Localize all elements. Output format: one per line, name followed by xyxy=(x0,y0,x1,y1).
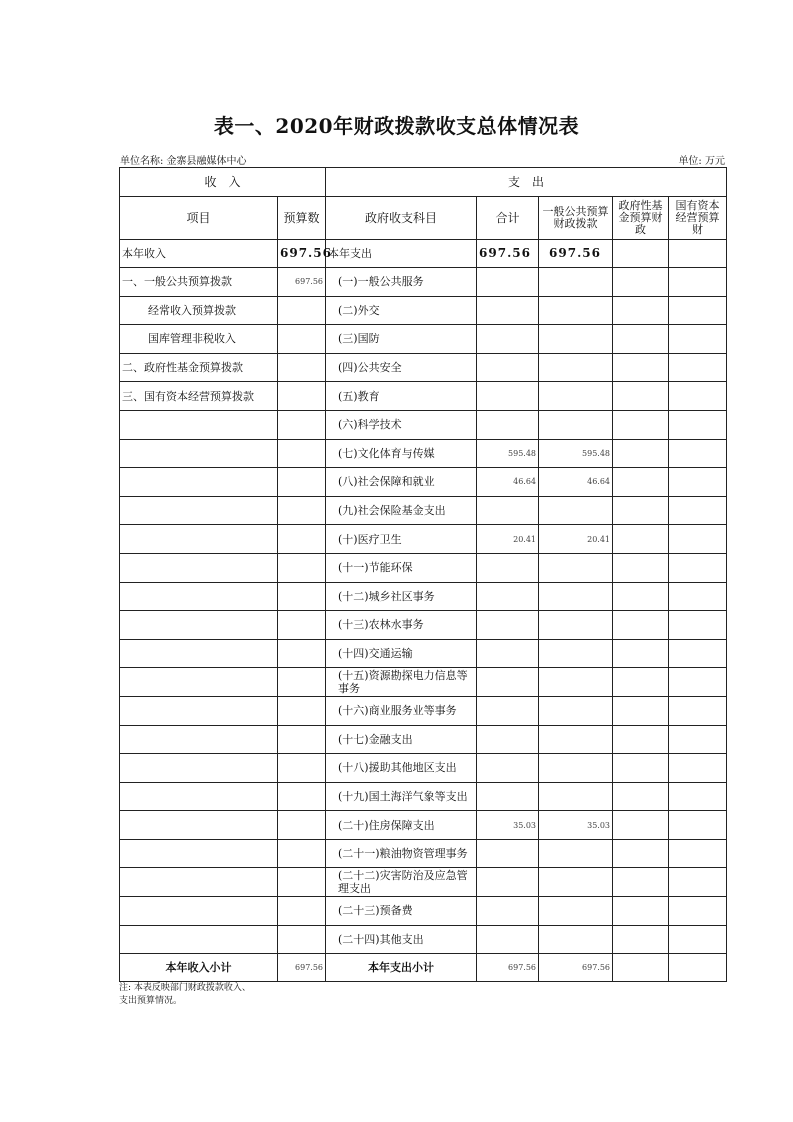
income-budget xyxy=(278,925,326,954)
expense-subject: (十)医疗卫生 xyxy=(326,525,477,554)
income-item xyxy=(120,839,278,868)
table-row xyxy=(120,353,727,382)
expense-subject: (二十三)预备费 xyxy=(326,897,477,926)
expense-total: 20.41 xyxy=(477,525,539,554)
item-header: 项目 xyxy=(120,197,278,240)
summary-total: 697.56 xyxy=(477,240,539,268)
expense-total xyxy=(477,353,539,382)
expense-total xyxy=(477,897,539,926)
income-budget xyxy=(278,496,326,525)
expense-gov-fund xyxy=(613,410,669,439)
expense-subject: (十六)商业服务业等事务 xyxy=(326,696,477,725)
expense-general xyxy=(539,296,613,325)
summary-gov-fund xyxy=(613,240,669,268)
expense-subject: (十九)国土海洋气象等支出 xyxy=(326,782,477,811)
income-budget xyxy=(278,468,326,497)
note xyxy=(119,982,251,1008)
expense-total xyxy=(477,496,539,525)
income-item xyxy=(120,868,278,897)
summary-general: 697.56 xyxy=(539,240,613,268)
expense-state-capital xyxy=(669,353,727,382)
budget-table xyxy=(119,167,727,982)
expense-gov-fund xyxy=(613,754,669,783)
expense-gov-fund xyxy=(613,353,669,382)
expense-general xyxy=(539,353,613,382)
expense-subject: (二十二)灾害防治及应急管理支出 xyxy=(326,868,477,897)
expense-subject: (二十一)粮油物资管理事务 xyxy=(326,839,477,868)
note-line-1: 注: 本表反映部门财政拨款收入、 xyxy=(119,983,251,993)
expense-state-capital xyxy=(669,296,727,325)
table-row xyxy=(120,925,727,954)
table-row xyxy=(120,811,727,840)
expense-subject: (七)文化体育与传媒 xyxy=(326,439,477,468)
income-budget xyxy=(278,782,326,811)
income-budget xyxy=(278,639,326,668)
income-header: 收 入 xyxy=(120,168,326,197)
expense-gov-fund xyxy=(613,468,669,497)
income-item: 二、政府性基金预算拨款 xyxy=(120,353,278,382)
expense-total xyxy=(477,611,539,640)
expense-gov-fund xyxy=(613,382,669,411)
table-row xyxy=(120,268,727,297)
expense-total: 46.64 xyxy=(477,468,539,497)
expense-subject: (六)科学技术 xyxy=(326,410,477,439)
income-item xyxy=(120,582,278,611)
expense-general: 46.64 xyxy=(539,468,613,497)
income-budget xyxy=(278,868,326,897)
table-row xyxy=(120,897,727,926)
table-row xyxy=(120,496,727,525)
total-header: 合计 xyxy=(477,197,539,240)
expense-general xyxy=(539,582,613,611)
summary-income-value: 697.56 xyxy=(278,240,326,268)
summary-row xyxy=(120,240,727,268)
expense-total xyxy=(477,382,539,411)
expense-general: 35.03 xyxy=(539,811,613,840)
income-budget xyxy=(278,696,326,725)
expense-header: 支 出 xyxy=(326,168,727,197)
income-item: 一、一般公共预算拨款 xyxy=(120,268,278,297)
header-row-1 xyxy=(120,168,727,197)
income-item xyxy=(120,468,278,497)
income-budget xyxy=(278,725,326,754)
general-budget-header: 一般公共预算财政拨款 xyxy=(539,197,613,240)
expense-state-capital xyxy=(669,439,727,468)
expense-state-capital xyxy=(669,897,727,926)
expense-gov-fund xyxy=(613,639,669,668)
expense-total xyxy=(477,839,539,868)
expense-total: 595.48 xyxy=(477,439,539,468)
expense-total: 35.03 xyxy=(477,811,539,840)
footer-row xyxy=(120,954,727,982)
income-budget xyxy=(278,754,326,783)
expense-state-capital xyxy=(669,410,727,439)
income-item xyxy=(120,725,278,754)
expense-total xyxy=(477,782,539,811)
income-item xyxy=(120,611,278,640)
page-title: 表一、2020年财政拨款收支总体情况表 xyxy=(213,114,580,138)
expense-subject: (一)一般公共服务 xyxy=(326,268,477,297)
table-row xyxy=(120,725,727,754)
state-capital-header: 国有资本经营预算财 xyxy=(669,197,727,240)
expense-total xyxy=(477,296,539,325)
gov-fund-header: 政府性基金预算财政 xyxy=(613,197,669,240)
expense-state-capital xyxy=(669,468,727,497)
expense-total xyxy=(477,925,539,954)
expense-state-capital xyxy=(669,754,727,783)
income-item xyxy=(120,811,278,840)
income-budget xyxy=(278,897,326,926)
income-budget xyxy=(278,811,326,840)
income-item xyxy=(120,525,278,554)
income-budget xyxy=(278,525,326,554)
header-row-2 xyxy=(120,197,727,240)
expense-general xyxy=(539,382,613,411)
expense-state-capital xyxy=(669,696,727,725)
income-budget xyxy=(278,611,326,640)
footer-expense-label: 本年支出小计 xyxy=(326,954,477,982)
expense-gov-fund xyxy=(613,611,669,640)
income-item xyxy=(120,897,278,926)
expense-subject: (十八)援助其他地区支出 xyxy=(326,754,477,783)
expense-state-capital xyxy=(669,611,727,640)
footer-state-capital xyxy=(669,954,727,982)
expense-subject: (二十四)其他支出 xyxy=(326,925,477,954)
income-budget xyxy=(278,582,326,611)
expense-general xyxy=(539,668,613,697)
expense-subject: (二)外交 xyxy=(326,296,477,325)
expense-state-capital xyxy=(669,639,727,668)
expense-total xyxy=(477,754,539,783)
expense-general xyxy=(539,611,613,640)
expense-general xyxy=(539,553,613,582)
expense-total xyxy=(477,268,539,297)
expense-state-capital xyxy=(669,868,727,897)
income-item xyxy=(120,639,278,668)
footer-gov-fund xyxy=(613,954,669,982)
table-row xyxy=(120,782,727,811)
table-row xyxy=(120,382,727,411)
expense-state-capital xyxy=(669,782,727,811)
expense-total xyxy=(477,668,539,697)
footer-income-value: 697.56 xyxy=(278,954,326,982)
expense-gov-fund xyxy=(613,725,669,754)
expense-subject: (五)教育 xyxy=(326,382,477,411)
income-budget xyxy=(278,382,326,411)
income-budget: 697.56 xyxy=(278,268,326,297)
expense-total xyxy=(477,868,539,897)
table-row xyxy=(120,553,727,582)
income-item xyxy=(120,553,278,582)
expense-state-capital xyxy=(669,268,727,297)
expense-general: 595.48 xyxy=(539,439,613,468)
expense-state-capital xyxy=(669,496,727,525)
expense-general: 20.41 xyxy=(539,525,613,554)
income-item xyxy=(120,668,278,697)
expense-gov-fund xyxy=(613,782,669,811)
expense-general xyxy=(539,754,613,783)
expense-subject: (十七)金融支出 xyxy=(326,725,477,754)
table-row xyxy=(120,410,727,439)
expense-subject: (十五)资源勘探电力信息等事务 xyxy=(326,668,477,697)
expense-total xyxy=(477,325,539,354)
income-item: 经常收入预算拨款 xyxy=(120,296,278,325)
expense-subject: (十一)节能环保 xyxy=(326,553,477,582)
expense-subject: (十四)交通运输 xyxy=(326,639,477,668)
table-row xyxy=(120,639,727,668)
income-item xyxy=(120,696,278,725)
unit-name: 单位名称: 金寨县融媒体中心 xyxy=(120,156,247,167)
income-budget xyxy=(278,668,326,697)
income-budget xyxy=(278,296,326,325)
expense-total xyxy=(477,410,539,439)
table-row xyxy=(120,696,727,725)
expense-gov-fund xyxy=(613,868,669,897)
expense-gov-fund xyxy=(613,925,669,954)
expense-gov-fund xyxy=(613,668,669,697)
income-budget xyxy=(278,553,326,582)
table-row xyxy=(120,582,727,611)
expense-general xyxy=(539,410,613,439)
expense-gov-fund xyxy=(613,553,669,582)
income-item xyxy=(120,439,278,468)
expense-subject: (三)国防 xyxy=(326,325,477,354)
table-row xyxy=(120,668,727,697)
summary-expense-label: 本年支出 xyxy=(326,240,477,268)
expense-general xyxy=(539,496,613,525)
table-row xyxy=(120,439,727,468)
income-item: 三、国有资本经营预算拨款 xyxy=(120,382,278,411)
expense-general xyxy=(539,839,613,868)
summary-state-capital xyxy=(669,240,727,268)
expense-state-capital xyxy=(669,668,727,697)
expense-subject: (四)公共安全 xyxy=(326,353,477,382)
expense-gov-fund xyxy=(613,696,669,725)
table-row xyxy=(120,525,727,554)
expense-subject: (八)社会保障和就业 xyxy=(326,468,477,497)
expense-general xyxy=(539,325,613,354)
expense-gov-fund xyxy=(613,897,669,926)
expense-gov-fund xyxy=(613,296,669,325)
expense-gov-fund xyxy=(613,439,669,468)
expense-general xyxy=(539,725,613,754)
expense-general xyxy=(539,868,613,897)
expense-general xyxy=(539,696,613,725)
expense-gov-fund xyxy=(613,496,669,525)
expense-general xyxy=(539,897,613,926)
expense-state-capital xyxy=(669,582,727,611)
expense-total xyxy=(477,553,539,582)
expense-state-capital xyxy=(669,382,727,411)
gov-subject-header: 政府收支科目 xyxy=(326,197,477,240)
expense-state-capital xyxy=(669,839,727,868)
expense-gov-fund xyxy=(613,525,669,554)
expense-subject: (九)社会保险基金支出 xyxy=(326,496,477,525)
income-budget xyxy=(278,439,326,468)
income-item xyxy=(120,925,278,954)
expense-state-capital xyxy=(669,325,727,354)
budget-header: 预算数 xyxy=(278,197,326,240)
table-row xyxy=(120,296,727,325)
unit-label: 单位: 万元 xyxy=(678,156,725,167)
expense-gov-fund xyxy=(613,325,669,354)
table-row xyxy=(120,468,727,497)
summary-income-label: 本年收入 xyxy=(120,240,278,268)
income-budget xyxy=(278,325,326,354)
expense-gov-fund xyxy=(613,268,669,297)
income-item xyxy=(120,754,278,783)
income-item xyxy=(120,410,278,439)
income-item xyxy=(120,782,278,811)
expense-general xyxy=(539,268,613,297)
table-row xyxy=(120,325,727,354)
expense-state-capital xyxy=(669,525,727,554)
expense-state-capital xyxy=(669,925,727,954)
table-row xyxy=(120,611,727,640)
expense-state-capital xyxy=(669,725,727,754)
expense-state-capital xyxy=(669,811,727,840)
expense-subject: (十三)农林水事务 xyxy=(326,611,477,640)
expense-gov-fund xyxy=(613,582,669,611)
income-item: 国库管理非税收入 xyxy=(120,325,278,354)
expense-gov-fund xyxy=(613,839,669,868)
note-line-2: 支出预算情况。 xyxy=(119,996,183,1006)
income-budget xyxy=(278,410,326,439)
expense-state-capital xyxy=(669,553,727,582)
expense-general xyxy=(539,782,613,811)
expense-total xyxy=(477,582,539,611)
table-row xyxy=(120,839,727,868)
footer-income-label: 本年收入小计 xyxy=(120,954,278,982)
income-budget xyxy=(278,353,326,382)
footer-general: 697.56 xyxy=(539,954,613,982)
income-budget xyxy=(278,839,326,868)
expense-general xyxy=(539,925,613,954)
expense-total xyxy=(477,639,539,668)
footer-total: 697.56 xyxy=(477,954,539,982)
expense-general xyxy=(539,639,613,668)
table-row xyxy=(120,754,727,783)
expense-total xyxy=(477,725,539,754)
expense-total xyxy=(477,696,539,725)
expense-subject: (二十)住房保障支出 xyxy=(326,811,477,840)
expense-subject: (十二)城乡社区事务 xyxy=(326,582,477,611)
income-item xyxy=(120,496,278,525)
expense-gov-fund xyxy=(613,811,669,840)
table-row xyxy=(120,868,727,897)
